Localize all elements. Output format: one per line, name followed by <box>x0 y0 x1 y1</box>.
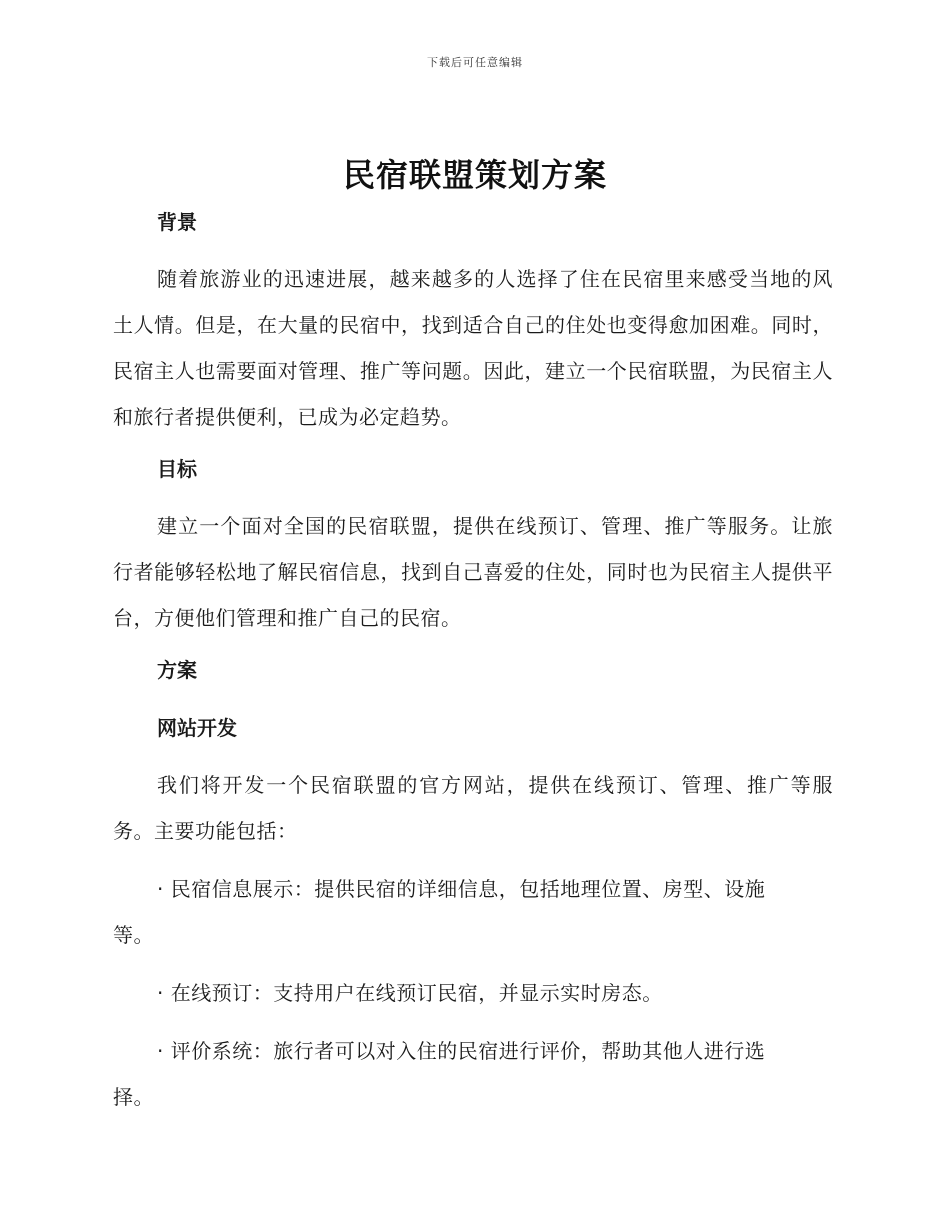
feature-item: · 评价系统：旅行者可以对入住的民宿进行评价，帮助其他人进行选择。 <box>113 1039 766 1109</box>
feature-item: · 在线预订：支持用户在线预订民宿，并显示实时房态。 <box>157 981 663 1005</box>
section-heading-plan: 方案 <box>157 658 197 682</box>
paragraph-website: 我们将开发一个民宿联盟的官方网站，提供在线预订、管理、推广等服务。主要功能包括： <box>113 773 833 843</box>
paragraph-background: 随着旅游业的迅速进展，越来越多的人选择了住在民宿里来感受当地的风土人情。但是，在大量的民宿中，找到适合自己的住处也变得愈加困难。同时，民宿主人也需要面对管理、推广等问题。因此，建立一个民宿联盟，为民宿主人和旅行者提供便利，已成为必定趋势。 <box>113 267 833 429</box>
document-body <box>113 205 833 1120</box>
header-note: 下载后可任意编辑 <box>427 56 523 69</box>
section-heading-goal: 目标 <box>157 457 197 481</box>
section-heading-website: 网站开发 <box>157 716 237 740</box>
paragraph-goal: 建立一个面对全国的民宿联盟，提供在线预订、管理、推广等服务。让旅行者能够轻松地了解民宿信息，找到自己喜爱的住处，同时也为民宿主人提供平台，方便他们管理和推广自己的民宿。 <box>113 514 833 630</box>
feature-item: · 民宿信息展示：提供民宿的详细信息，包括地理位置、房型、设施等。 <box>113 877 766 947</box>
document-title: 民宿联盟策划方案 <box>342 156 607 194</box>
section-heading-background: 背景 <box>157 210 197 234</box>
